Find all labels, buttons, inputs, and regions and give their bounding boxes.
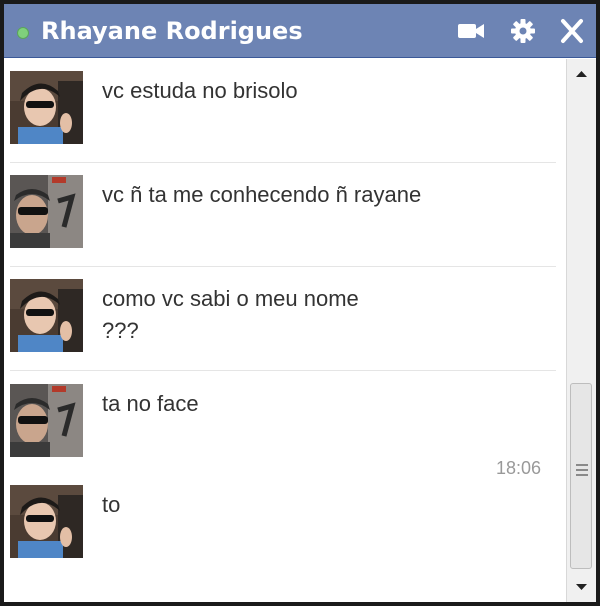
gear-icon: [508, 17, 538, 45]
conversation-area[interactable]: [4, 59, 566, 602]
close-button[interactable]: [557, 17, 587, 45]
avatar-me[interactable]: [10, 384, 83, 457]
message-text: [102, 75, 542, 107]
message-line: vc estuda no brisolo: [102, 78, 298, 103]
message-text: [102, 489, 542, 521]
profile-photo-me: [10, 175, 83, 248]
message-timestamp: 18:06: [496, 458, 542, 478]
video-call-button[interactable]: [456, 17, 486, 45]
message-line: ???: [102, 318, 139, 343]
message-divider: [10, 370, 556, 371]
grip-icon: [576, 464, 588, 479]
message-text: [102, 283, 542, 347]
message-line: ta no face: [102, 391, 199, 416]
profile-photo-rhayane: [10, 71, 83, 144]
contact-name[interactable]: Rhayane Rodrigues: [41, 17, 303, 45]
scroll-thumb[interactable]: [570, 383, 592, 569]
message-line: como vc sabi o meu nome: [102, 286, 359, 311]
scroll-down-button[interactable]: [567, 576, 596, 598]
message-text: [102, 179, 542, 211]
arrow-up-icon: [567, 63, 596, 85]
chat-titlebar[interactable]: [4, 4, 596, 58]
vertical-scrollbar[interactable]: [566, 59, 596, 602]
arrow-down-icon: [567, 576, 596, 598]
video-camera-icon: [456, 17, 486, 45]
avatar-rhayane[interactable]: [10, 279, 83, 352]
message-line: vc ñ ta me conhecendo ñ rayane: [102, 182, 422, 207]
avatar-me[interactable]: [10, 175, 83, 248]
profile-photo-rhayane: [10, 485, 83, 558]
online-status-dot: [17, 27, 29, 39]
message-text: [102, 388, 542, 420]
profile-photo-me: [10, 384, 83, 457]
message-row: [4, 372, 556, 476]
avatar-rhayane[interactable]: [10, 71, 83, 144]
profile-photo-rhayane: [10, 279, 83, 352]
avatar-rhayane[interactable]: [10, 485, 83, 558]
message-row: [4, 163, 556, 267]
message-row: [4, 473, 556, 577]
scroll-up-button[interactable]: [567, 63, 596, 85]
message-row: [4, 59, 556, 163]
message-line: to: [102, 492, 121, 517]
message-row: [4, 267, 556, 371]
close-icon: [557, 17, 587, 45]
settings-button[interactable]: [508, 17, 538, 45]
